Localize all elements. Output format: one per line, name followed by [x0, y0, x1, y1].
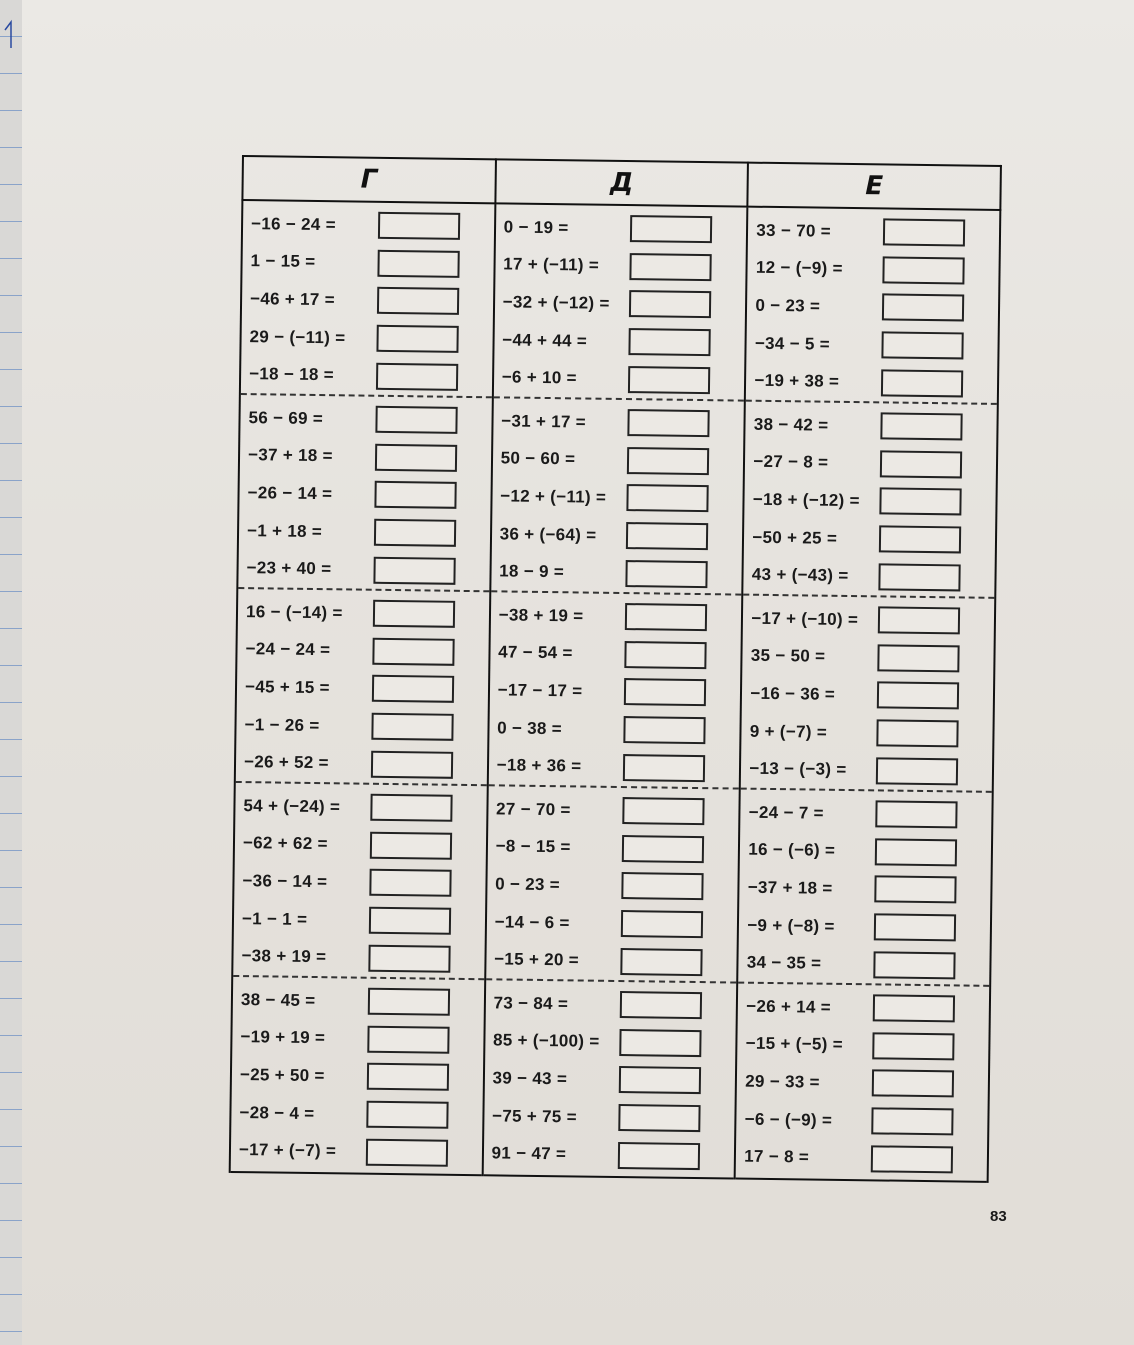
answer-box[interactable] — [624, 716, 706, 744]
exercise-expression: −17 + (−10) = — [751, 608, 859, 629]
answer-box[interactable] — [876, 757, 958, 785]
exercise-item — [498, 596, 735, 637]
answer-box[interactable] — [369, 832, 451, 860]
exercise-item — [251, 205, 488, 246]
exercise-expression: 18 − 9 = — [499, 561, 565, 582]
answer-box[interactable] — [369, 869, 451, 897]
answer-box[interactable] — [622, 873, 704, 901]
exercise-item — [243, 825, 480, 866]
exercise-group — [739, 790, 992, 987]
exercise-item — [502, 321, 739, 362]
exercise-item — [747, 944, 984, 985]
exercise-expression: −26 + 14 = — [746, 996, 832, 1017]
answer-box[interactable] — [622, 835, 704, 863]
exercise-item — [495, 828, 732, 869]
exercise-expression: −1 − 26 = — [244, 714, 320, 735]
exercise-item — [250, 280, 487, 321]
exercise-group — [746, 208, 999, 405]
exercise-expression: −24 − 7 = — [748, 802, 824, 823]
answer-box[interactable] — [628, 409, 710, 437]
exercise-expression: −9 + (−8) = — [747, 915, 835, 936]
exercise-item — [492, 1097, 729, 1138]
exercise-group — [488, 592, 741, 789]
answer-box[interactable] — [618, 1142, 700, 1170]
exercise-expression: 0 − 19 = — [503, 217, 569, 238]
exercise-expression: 56 − 69 = — [248, 407, 324, 428]
exercise-item — [239, 1131, 476, 1172]
exercise-item — [248, 399, 485, 440]
answer-box[interactable] — [875, 801, 957, 829]
exercise-item — [753, 481, 990, 522]
exercise-item — [497, 672, 734, 713]
exercise-group — [236, 589, 489, 786]
exercise-expression: −14 − 6 = — [494, 911, 570, 932]
exercise-expression: 50 − 60 = — [500, 448, 576, 469]
exercise-expression: −26 + 52 = — [243, 752, 329, 773]
exercise-item — [755, 325, 992, 366]
exercise-item — [241, 981, 478, 1022]
answer-box[interactable] — [871, 1107, 953, 1135]
book-page — [22, 0, 1134, 1345]
exercise-expression: −18 + (−12) = — [752, 489, 860, 511]
column-header: Г — [242, 156, 495, 203]
exercise-expression: 12 − (−9) = — [755, 258, 843, 279]
exercise-expression: 0 − 23 = — [495, 874, 561, 895]
exercise-expression: −32 + (−12) = — [502, 292, 610, 313]
answer-box[interactable] — [366, 1101, 448, 1129]
exercise-item — [493, 984, 730, 1025]
answer-box[interactable] — [626, 560, 708, 588]
answer-box[interactable] — [879, 525, 961, 553]
answer-box[interactable] — [374, 481, 456, 509]
exercise-item — [497, 709, 734, 750]
exercise-expression: −44 + 44 = — [502, 330, 588, 351]
answer-box[interactable] — [873, 995, 955, 1023]
answer-box[interactable] — [878, 607, 960, 635]
exercise-item — [492, 1060, 729, 1101]
exercise-expression: −38 + 19 = — [241, 946, 327, 967]
exercise-item — [752, 518, 989, 559]
exercise-column — [482, 203, 747, 1178]
exercise-group — [741, 596, 994, 793]
exercise-expression: 54 + (−24) = — [243, 795, 341, 817]
exercise-expression: 38 − 45 = — [240, 989, 316, 1010]
answer-box[interactable] — [619, 1067, 701, 1095]
exercise-expression: −1 + 18 = — [246, 520, 323, 541]
exercise-item — [503, 208, 740, 249]
exercise-expression: −19 + 38 = — [754, 370, 840, 392]
answer-box[interactable] — [872, 1032, 954, 1060]
exercise-item — [498, 634, 735, 675]
exercise-expression: 29 − (−11) = — [249, 326, 346, 347]
answer-box[interactable] — [624, 679, 706, 707]
answer-box[interactable] — [630, 253, 712, 281]
answer-box[interactable] — [877, 682, 959, 710]
worksheet — [228, 155, 1002, 1215]
exercise-expression: −34 − 5 = — [754, 333, 831, 354]
exercise-group — [241, 201, 494, 398]
exercise-expression: −12 + (−11) = — [500, 486, 607, 507]
exercise-expression: −27 − 8 = — [753, 452, 829, 473]
exercise-expression: 43 + (−43) = — [751, 564, 849, 586]
exercise-expression: −15 + 20 = — [494, 949, 580, 970]
exercise-column — [735, 207, 1000, 1182]
exercise-item — [491, 1135, 728, 1176]
exercise-item — [753, 443, 990, 484]
exercise-expression: 17 − 8 = — [744, 1146, 810, 1167]
answer-box[interactable] — [372, 600, 454, 628]
exercise-expression: 16 − (−14) = — [245, 601, 343, 623]
exercise-expression: 16 − (−6) = — [748, 840, 836, 861]
answer-box[interactable] — [879, 488, 961, 516]
exercise-item — [493, 1022, 730, 1063]
exercise-expression: −31 + 17 = — [501, 411, 587, 432]
exercise-expression: 85 + (−100) = — [492, 1030, 600, 1052]
answer-box[interactable] — [377, 287, 459, 315]
exercise-item — [499, 515, 736, 556]
exercise-item — [756, 212, 993, 253]
exercise-item — [245, 668, 482, 709]
exercise-item — [500, 440, 737, 481]
exercise-group — [491, 398, 744, 595]
exercise-expression: −18 − 18 = — [249, 364, 335, 385]
exercise-expression: −38 + 19 = — [498, 605, 584, 626]
exercise-expression: −26 − 14 = — [247, 483, 333, 504]
exercise-expression: −37 + 18 = — [247, 445, 333, 466]
exercise-expression: −75 + 75 = — [491, 1105, 578, 1127]
answer-box[interactable] — [874, 876, 956, 904]
exercise-expression: 35 − 50 = — [750, 646, 826, 667]
exercise-item — [503, 246, 740, 287]
notebook-edge — [0, 0, 23, 1345]
exercise-item — [751, 637, 988, 678]
exercise-row — [230, 200, 1001, 1182]
exercise-expression: −62 + 62 = — [242, 833, 328, 854]
exercise-expression: 1 − 15 = — [250, 251, 316, 272]
answer-box[interactable] — [621, 948, 703, 976]
exercise-expression: 29 − 33 = — [745, 1071, 820, 1092]
exercise-group — [233, 783, 486, 980]
exercise-expression: −23 + 40 = — [246, 558, 332, 579]
exercise-item — [744, 1100, 981, 1141]
exercise-expression: 17 + (−11) = — [503, 254, 600, 276]
exercise-item — [249, 318, 486, 359]
answer-box[interactable] — [367, 988, 449, 1016]
answer-box[interactable] — [627, 485, 709, 513]
answer-box[interactable] — [876, 719, 958, 747]
exercise-item — [496, 747, 733, 788]
answer-box[interactable] — [883, 219, 965, 247]
exercise-expression: 0 − 23 = — [755, 295, 821, 316]
exercise-item — [244, 743, 481, 784]
exercise-item — [751, 600, 988, 641]
answer-box[interactable] — [629, 291, 711, 319]
exercise-item — [503, 284, 740, 325]
exercise-expression: 38 − 42 = — [753, 414, 829, 435]
answer-box[interactable] — [630, 215, 712, 243]
exercise-item — [745, 1063, 982, 1104]
exercise-expression: −36 − 14 = — [242, 871, 328, 892]
exercise-item — [747, 906, 984, 947]
exercise-expression: −8 − 15 = — [495, 836, 571, 857]
exercise-item — [502, 359, 739, 400]
exercise-expression: −46 + 17 = — [249, 289, 336, 310]
answer-box[interactable] — [628, 366, 710, 394]
exercise-expression: 39 − 43 = — [492, 1068, 568, 1089]
answer-box[interactable] — [368, 907, 450, 935]
exercise-item — [240, 1019, 477, 1060]
answer-box[interactable] — [377, 250, 459, 278]
page-number: 83 — [990, 1208, 1007, 1225]
answer-box[interactable] — [376, 325, 458, 353]
exercise-group — [486, 786, 739, 983]
answer-box[interactable] — [620, 1029, 702, 1057]
answer-box[interactable] — [881, 369, 963, 397]
exercise-item — [241, 937, 478, 978]
exercise-item — [744, 1138, 981, 1179]
exercise-expression: −25 + 50 = — [239, 1065, 325, 1086]
exercise-item — [754, 406, 991, 447]
exercise-item — [250, 243, 487, 284]
answer-box[interactable] — [371, 750, 453, 778]
answer-box[interactable] — [375, 444, 457, 472]
exercise-item — [754, 362, 991, 403]
answer-box[interactable] — [366, 1063, 448, 1091]
answer-box[interactable] — [368, 944, 450, 972]
answer-box[interactable] — [619, 1104, 701, 1132]
exercise-item — [750, 712, 987, 753]
answer-box[interactable] — [881, 331, 963, 359]
column-header: Д — [495, 159, 748, 206]
exercise-expression: −6 + 10 = — [501, 367, 577, 388]
exercise-item — [240, 1056, 477, 1097]
column-header: Е — [748, 163, 1001, 210]
exercise-group — [744, 402, 997, 599]
exercise-item — [755, 287, 992, 328]
exercise-expression: 33 − 70 = — [756, 220, 832, 241]
answer-box[interactable] — [882, 256, 964, 284]
exercise-column — [230, 200, 495, 1175]
answer-box[interactable] — [365, 1138, 447, 1166]
exercise-item — [246, 549, 483, 590]
exercise-item — [494, 941, 731, 982]
exercise-expression: 27 − 70 = — [495, 799, 571, 820]
exercise-expression: −45 + 15 = — [244, 677, 330, 698]
exercise-item — [239, 1094, 476, 1135]
exercise-item — [500, 478, 737, 519]
answer-box[interactable] — [373, 556, 455, 584]
exercise-group — [238, 395, 491, 592]
answer-box[interactable] — [375, 406, 457, 434]
answer-box[interactable] — [877, 644, 959, 672]
exercise-item — [750, 675, 987, 716]
answer-box[interactable] — [878, 563, 960, 591]
answer-box[interactable] — [871, 1145, 953, 1173]
exercise-expression: −17 − 17 = — [497, 680, 583, 701]
exercise-item — [249, 355, 486, 396]
answer-box[interactable] — [376, 362, 458, 390]
exercise-expression: −18 + 36 = — [496, 755, 582, 776]
pen-mark-icon — [2, 18, 16, 128]
exercise-item — [746, 988, 983, 1029]
answer-box[interactable] — [374, 519, 456, 547]
answer-box[interactable] — [625, 641, 707, 669]
exercise-expression: 34 − 35 = — [746, 952, 822, 973]
exercise-item — [244, 706, 481, 747]
answer-box[interactable] — [623, 754, 705, 782]
exercise-expression: −37 + 18 = — [747, 877, 833, 898]
exercise-item — [748, 831, 985, 872]
answer-box[interactable] — [875, 838, 957, 866]
exercise-expression: −16 − 36 = — [750, 683, 836, 704]
exercise-item — [749, 794, 986, 835]
exercise-expression: −17 + (−7) = — [238, 1140, 337, 1161]
exercise-expression: 73 − 84 = — [493, 993, 569, 1014]
exercise-expression: −50 + 25 = — [752, 527, 838, 548]
answer-box[interactable] — [880, 413, 962, 441]
exercise-expression: −1 − 1 = — [241, 908, 308, 929]
exercise-item — [248, 437, 485, 478]
exercise-item — [243, 787, 480, 828]
answer-box[interactable] — [371, 713, 453, 741]
exercise-expression: 9 + (−7) = — [749, 721, 828, 742]
exercise-expression: −13 − (−3) = — [749, 758, 847, 780]
exercise-item — [494, 903, 731, 944]
answer-box[interactable] — [873, 951, 955, 979]
exercise-group — [231, 977, 484, 1174]
exercise-item — [247, 474, 484, 515]
answer-box[interactable] — [367, 1026, 449, 1054]
exercise-expression: −15 + (−5) = — [745, 1034, 844, 1055]
exercise-item — [242, 862, 479, 903]
answer-box[interactable] — [621, 910, 703, 938]
answer-box[interactable] — [625, 603, 707, 631]
exercise-item — [495, 866, 732, 907]
answer-box[interactable] — [372, 638, 454, 666]
answer-box[interactable] — [874, 913, 956, 941]
answer-box[interactable] — [626, 522, 708, 550]
exercise-item — [749, 750, 986, 791]
exercise-expression: 36 + (−64) = — [499, 523, 597, 545]
exercise-item — [501, 402, 738, 443]
exercise-expression: −19 + 19 = — [240, 1027, 326, 1048]
exercise-expression: 0 − 38 = — [497, 717, 563, 738]
exercise-item — [242, 900, 479, 941]
exercise-item — [496, 790, 733, 831]
exercise-item — [748, 869, 985, 910]
exercise-item — [245, 631, 482, 672]
exercise-group — [493, 204, 746, 401]
exercise-item — [745, 1025, 982, 1066]
exercise-expression: −28 − 4 = — [239, 1102, 315, 1123]
answer-box[interactable] — [629, 328, 711, 356]
answer-box[interactable] — [620, 991, 702, 1019]
answer-box[interactable] — [872, 1070, 954, 1098]
exercise-expression: 91 − 47 = — [491, 1143, 567, 1164]
answer-box[interactable] — [378, 212, 460, 240]
exercise-item — [752, 556, 989, 597]
exercise-expression: 47 − 54 = — [498, 642, 573, 663]
answer-box[interactable] — [372, 675, 454, 703]
exercise-group — [736, 984, 989, 1181]
exercise-table — [229, 155, 1002, 1183]
answer-box[interactable] — [882, 294, 964, 322]
answer-box[interactable] — [623, 797, 705, 825]
answer-box[interactable] — [880, 450, 962, 478]
exercise-item — [756, 249, 993, 290]
answer-box[interactable] — [627, 447, 709, 475]
exercise-group — [483, 980, 736, 1177]
exercise-expression: −6 − (−9) = — [744, 1109, 833, 1130]
exercise-expression: −24 − 24 = — [245, 639, 331, 660]
exercise-expression: −16 − 24 = — [250, 213, 337, 235]
exercise-item — [499, 553, 736, 594]
exercise-item — [246, 593, 483, 634]
answer-box[interactable] — [370, 794, 452, 822]
exercise-item — [247, 512, 484, 553]
